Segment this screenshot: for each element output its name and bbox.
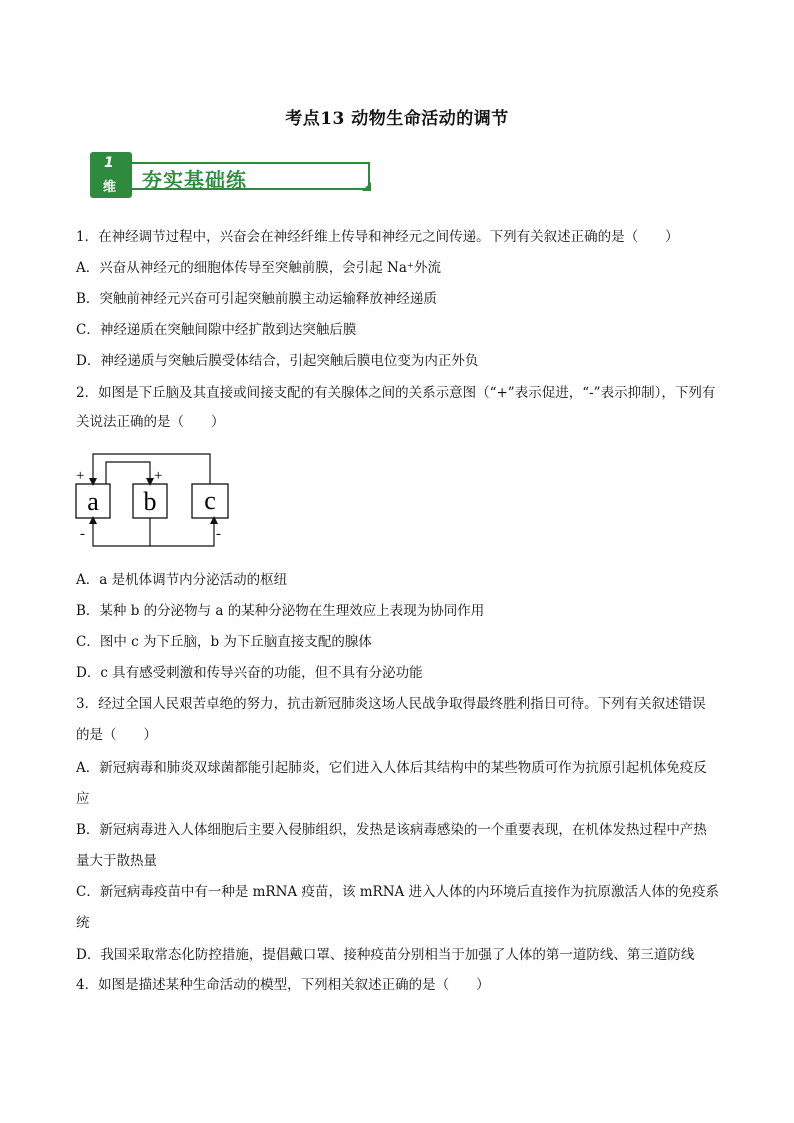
q3-stem-line2: 的是（ ） xyxy=(76,727,157,743)
section-banner xyxy=(90,152,290,198)
sign-plus-b: + xyxy=(154,468,163,484)
sign-plus-a: + xyxy=(76,468,85,484)
q3-option-c-line1: C．新冠病毒疫苗中有一种是 mRNA 疫苗，该 mRNA 进入人体的内环境后直接作为抗原激活人体的免疫系 xyxy=(76,884,720,900)
q3-option-c-line2: 统 xyxy=(76,915,90,931)
q4-stem: 4．如图是描述某种生命活动的模型，下列相关叙述正确的是（ ） xyxy=(76,977,490,993)
banner-wei: 维 xyxy=(103,180,117,195)
q1-option-d: D．神经递质与突触后膜受体结合，引起突触后膜电位变为内正外负 xyxy=(76,353,479,369)
arrow-c-to-a xyxy=(93,454,210,484)
label-b: b xyxy=(143,487,157,516)
gland-relationship-diagram xyxy=(70,448,240,558)
label-a: a xyxy=(87,487,99,516)
banner-corner xyxy=(362,182,371,191)
q1-option-c: C．神经递质在突触间隙中经扩散到达突触后膜 xyxy=(76,322,357,338)
q2-stem-line2: 关说法正确的是（ ） xyxy=(76,414,225,430)
arrow-a-to-b xyxy=(106,462,150,484)
q3-stem-line1: 3．经过全国人民艰苦卓绝的努力，抗击新冠肺炎这场人民战争取得最终胜利指日可待。下列有关叙述错误 xyxy=(76,696,706,712)
q3-option-a-line2: 应 xyxy=(76,791,90,807)
q3-option-b-line2: 量大于散热量 xyxy=(76,853,157,869)
q2-option-b: B．某种 b 的分泌物与 a 的某种分泌物在生理效应上表现为协同作用 xyxy=(76,603,485,619)
q2-option-d: D．c 具有感受刺激和传导兴奋的功能，但不具有分泌功能 xyxy=(76,665,423,681)
q1-option-a: A．兴奋从神经元的细胞体传导至突触前膜，会引起 Na⁺外流 xyxy=(76,260,442,276)
arrow-b-to-c xyxy=(150,520,214,546)
q3-option-d: D．我国采取常态化防控措施，提倡戴口罩、接种疫苗分别相当于加强了人体的第一道防线、第三道防线 xyxy=(76,947,695,963)
label-c: c xyxy=(204,486,216,515)
page-title: 考点13 动物生命活动的调节 xyxy=(285,109,509,129)
banner-label: 夯实基础练 xyxy=(142,168,247,192)
banner-number: 1 xyxy=(104,155,114,171)
q3-option-b-line1: B．新冠病毒进入人体细胞后主要入侵肺组织，发热是该病毒感染的一个重要表现，在机体发热过程中产热 xyxy=(76,822,707,838)
sign-minus-a: - xyxy=(80,526,85,542)
q1-stem: 1．在神经调节过程中，兴奋会在神经纤维上传导和神经元之间传递。下列有关叙述正确的是（ ） xyxy=(76,229,679,245)
arrow-b-to-a xyxy=(93,520,150,546)
q1-option-b: B．突触前神经元兴奋可引起突触前膜主动运输释放神经递质 xyxy=(76,291,437,307)
q2-option-c: C．图中 c 为下丘脑，b 为下丘脑直接支配的腺体 xyxy=(76,634,372,650)
q2-stem-line1: 2．如图是下丘脑及其直接或间接支配的有关腺体之间的关系示意图（“+”表示促进，“-”表示抑制），下列有 xyxy=(76,385,716,401)
sign-minus-c: - xyxy=(216,526,221,542)
q2-option-a: A．a 是机体调节内分泌活动的枢纽 xyxy=(76,572,288,588)
q3-option-a-line1: A．新冠病毒和肺炎双球菌都能引起肺炎，它们进入人体后其结构中的某些物质可作为抗原引起机体免疫反 xyxy=(76,760,707,776)
